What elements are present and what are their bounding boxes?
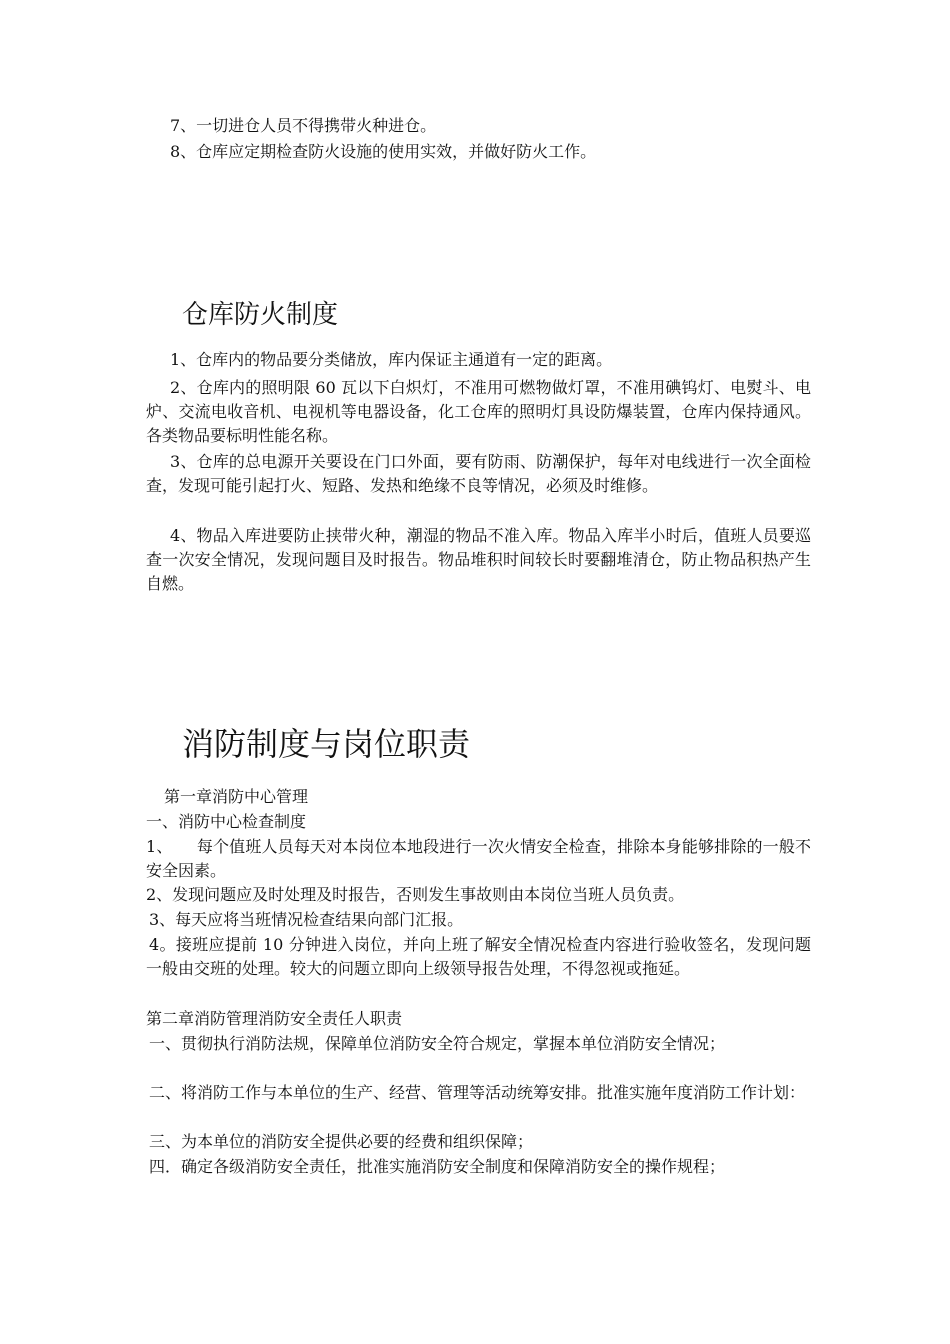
check-rule-4: 4。接班应提前 10 分钟进入岗位，并向上班了解安全情况检查内容进行验收签名，发现问题一般由交班的处理。较大的问题立即向上级领导报告处理，不得忽视或拖延。 xyxy=(146,935,811,978)
warehouse-rule-3: 3、仓库的总电源开关要设在门口外面，要有防雨、防潮保护，每年对电线进行一次全面检查，发现可能引起打火、短路、发热和绝缘不良等情况，必须及时维修。 xyxy=(146,452,811,495)
chapter-2-heading: 第二章消防管理消防安全责任人职责 xyxy=(146,1009,403,1028)
rule-item-7: 7、一切进仓人员不得携带火种进仓。 xyxy=(170,116,437,135)
warehouse-rule-4: 4、物品入库进要防止挟带火种，潮湿的物品不准入库。物品入库半小时后，值班人员要巡查一次安全情况，发现问题目及时报告。物品堆积时间较长时要翻堆清仓，防止物品积热产生自燃。 xyxy=(146,526,811,593)
duty-3: 三、为本单位的消防安全提供必要的经费和组织保障； xyxy=(149,1132,534,1151)
check-rule-2: 2、发现问题应及时处理及时报告，否则发生事故则由本岗位当班人员负责。 xyxy=(146,885,685,904)
warehouse-rule-1: 1、仓库内的物品要分类储放，库内保证主通道有一定的距离。 xyxy=(170,350,613,369)
section-title-fire-duties: 消防制度与岗位职责 xyxy=(182,725,471,763)
section-title-warehouse-fire: 仓库防火制度 xyxy=(182,300,339,330)
check-rule-1: 1、 每个值班人员每天对本岗位本地段进行一次火情安全检查，排除本身能够排除的一般不安全因素。 xyxy=(146,837,811,880)
duty-1: 一、贯彻执行消防法规，保障单位消防安全符合规定，掌握本单位消防安全情况； xyxy=(149,1034,726,1053)
chapter-1-heading: 第一章消防中心管理 xyxy=(164,787,309,806)
check-rule-3: 3、每天应将当班情况检查结果向部门汇报。 xyxy=(149,910,464,929)
warehouse-rule-2: 2、仓库内的照明限 60 瓦以下白炽灯，不准用可燃物做灯罩，不准用碘钨灯、电熨斗、电炉、交流电收音机、电视机等电器设备，化工仓库的照明灯具设防爆装置，仓库内保持通风。各类物品要标明性能名称。 xyxy=(146,378,811,445)
duty-2: 二、将消防工作与本单位的生产、经营、管理等活动统筹安排。批准实施年度消防工作计划： xyxy=(149,1083,806,1102)
duty-4: 四．确定各级消防安全责任，批准实施消防安全制度和保障消防安全的操作规程； xyxy=(149,1157,726,1176)
subsection-heading: 一、消防中心检查制度 xyxy=(146,812,307,831)
rule-item-8: 8、仓库应定期检查防火设施的使用实效，并做好防火工作。 xyxy=(170,142,597,161)
